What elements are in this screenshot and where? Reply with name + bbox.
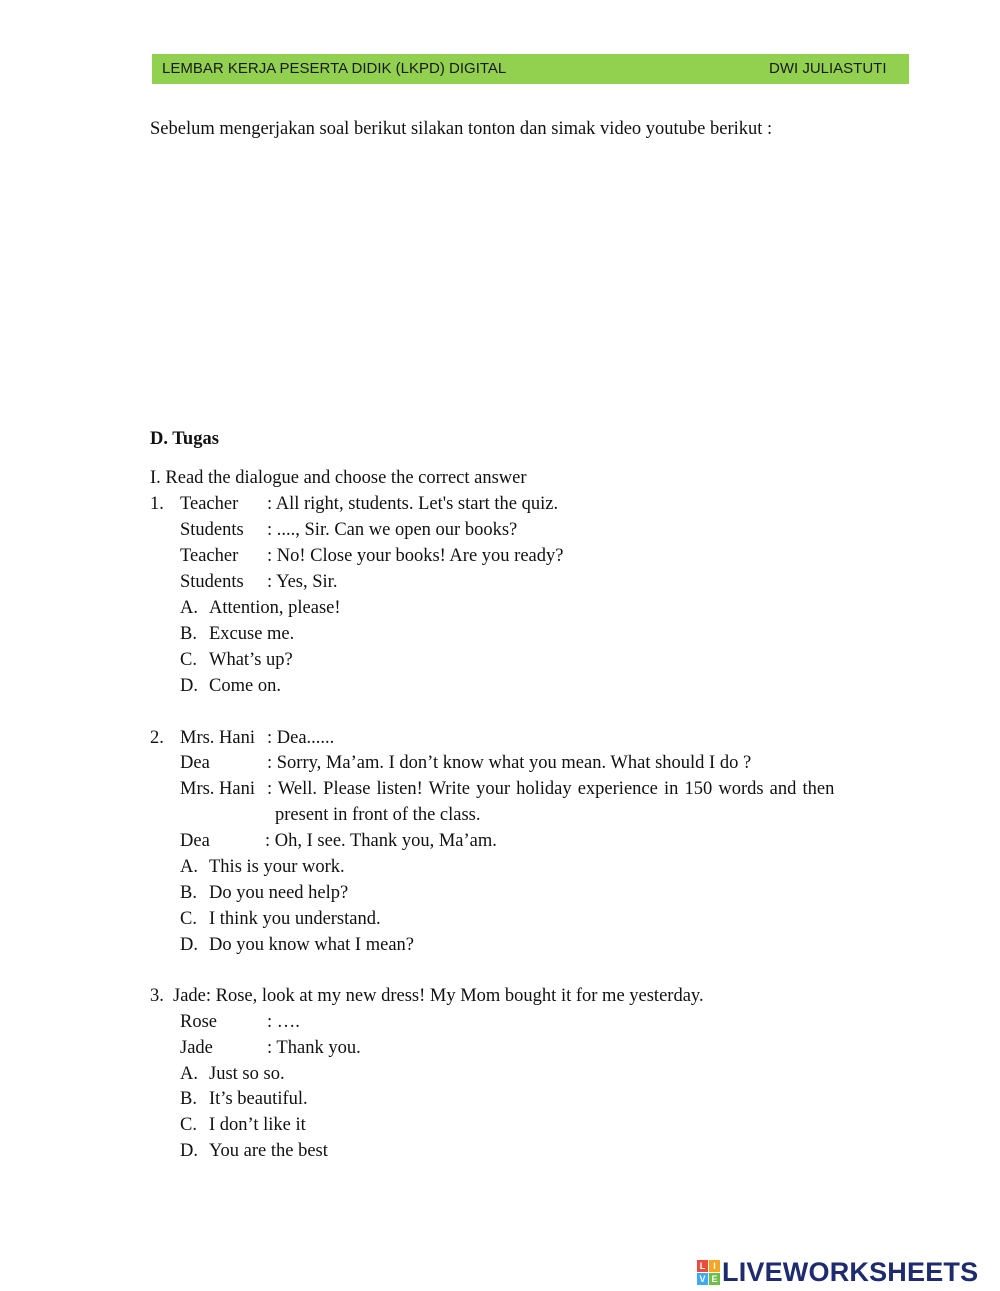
logo-mark-letter: V — [697, 1273, 708, 1285]
option-letter: D. — [180, 1141, 198, 1161]
dialogue-speaker: Jade — [180, 1038, 213, 1058]
header-title: LEMBAR KERJA PESERTA DIDIK (LKPD) DIGITAL — [162, 60, 507, 77]
logo-text: LIVEWORKSHEETS — [722, 1256, 979, 1287]
option-letter: C. — [180, 909, 197, 929]
dialogue-speaker: Mrs. Hani — [180, 779, 256, 799]
answer-option[interactable]: Just so so. — [209, 1064, 285, 1084]
intro-text: Sebelum mengerjakan soal berikut silakan tonton dan simak video youtube berikut : — [150, 119, 773, 139]
dialogue-speaker: Rose — [180, 1012, 217, 1032]
option-letter: C. — [180, 1115, 197, 1135]
option-letter: A. — [180, 1064, 198, 1084]
option-letter: C. — [180, 650, 197, 670]
dialogue-speaker: Students — [180, 520, 244, 540]
answer-option[interactable]: Do you need help? — [209, 883, 349, 903]
question-number: 1. — [150, 494, 164, 514]
header-bar — [152, 54, 909, 84]
answer-option[interactable]: Come on. — [209, 676, 281, 696]
logo-mark-icon — [697, 1260, 719, 1284]
answer-option[interactable]: Attention, please! — [209, 598, 341, 618]
answer-option[interactable]: I don’t like it — [209, 1115, 306, 1135]
answer-option[interactable]: What’s up? — [209, 650, 293, 670]
question-number: 2. — [150, 728, 164, 748]
dialogue-speaker: Dea — [180, 831, 210, 851]
question-number: 3. — [150, 986, 164, 1006]
logo-mark-letter: I — [709, 1260, 720, 1272]
option-letter: B. — [180, 1089, 197, 1109]
logo-mark-letter: E — [709, 1273, 720, 1285]
answer-option[interactable]: You are the best — [209, 1141, 328, 1161]
dialogue-speaker: Students — [180, 572, 244, 592]
answer-option[interactable]: I think you understand. — [209, 909, 381, 929]
dialogue-line: : No! Close your books! Are you ready? — [267, 546, 564, 566]
instruction-text: I. Read the dialogue and choose the correct answer — [150, 468, 527, 488]
answer-option[interactable]: It’s beautiful. — [209, 1089, 308, 1109]
answer-option[interactable]: Excuse me. — [209, 624, 295, 644]
dialogue-speaker: Mrs. Hani — [180, 728, 256, 748]
option-letter: A. — [180, 857, 198, 877]
option-letter: D. — [180, 676, 198, 696]
dialogue-line: : Dea...... — [267, 728, 335, 748]
option-letter: B. — [180, 624, 197, 644]
dialogue-line: : ...., Sir. Can we open our books? — [267, 520, 518, 540]
option-letter: B. — [180, 883, 197, 903]
answer-option[interactable]: This is your work. — [209, 857, 345, 877]
option-letter: D. — [180, 935, 198, 955]
dialogue-line: : Oh, I see. Thank you, Ma’am. — [265, 831, 497, 851]
option-letter: A. — [180, 598, 198, 618]
dialogue-speaker: Teacher — [180, 546, 239, 566]
dialogue-line-continued: present in front of the class. — [275, 805, 481, 825]
dialogue-speaker: Teacher — [180, 494, 239, 514]
dialogue-line: : All right, students. Let's start the quiz. — [267, 494, 559, 514]
header-author: DWI JULIASTUTI — [769, 60, 887, 77]
dialogue-line: : Sorry, Ma’am. I don’t know what you mean. What should I do ? — [267, 753, 752, 773]
dialogue-intro: Jade: Rose, look at my new dress! My Mom bought it for me yesterday. — [173, 986, 704, 1006]
logo-mark-letter: L — [697, 1260, 708, 1272]
dialogue-line: : Yes, Sir. — [267, 572, 338, 592]
dialogue-line: : …. — [267, 1012, 300, 1032]
liveworksheets-logo — [697, 1257, 978, 1287]
dialogue-line: : Thank you. — [267, 1038, 361, 1058]
answer-option[interactable]: Do you know what I mean? — [209, 935, 414, 955]
section-title: D. Tugas — [150, 429, 219, 449]
dialogue-speaker: Dea — [180, 753, 210, 773]
dialogue-line: : Well. Please listen! Write your holiday experience in 150 words and then — [267, 779, 835, 799]
